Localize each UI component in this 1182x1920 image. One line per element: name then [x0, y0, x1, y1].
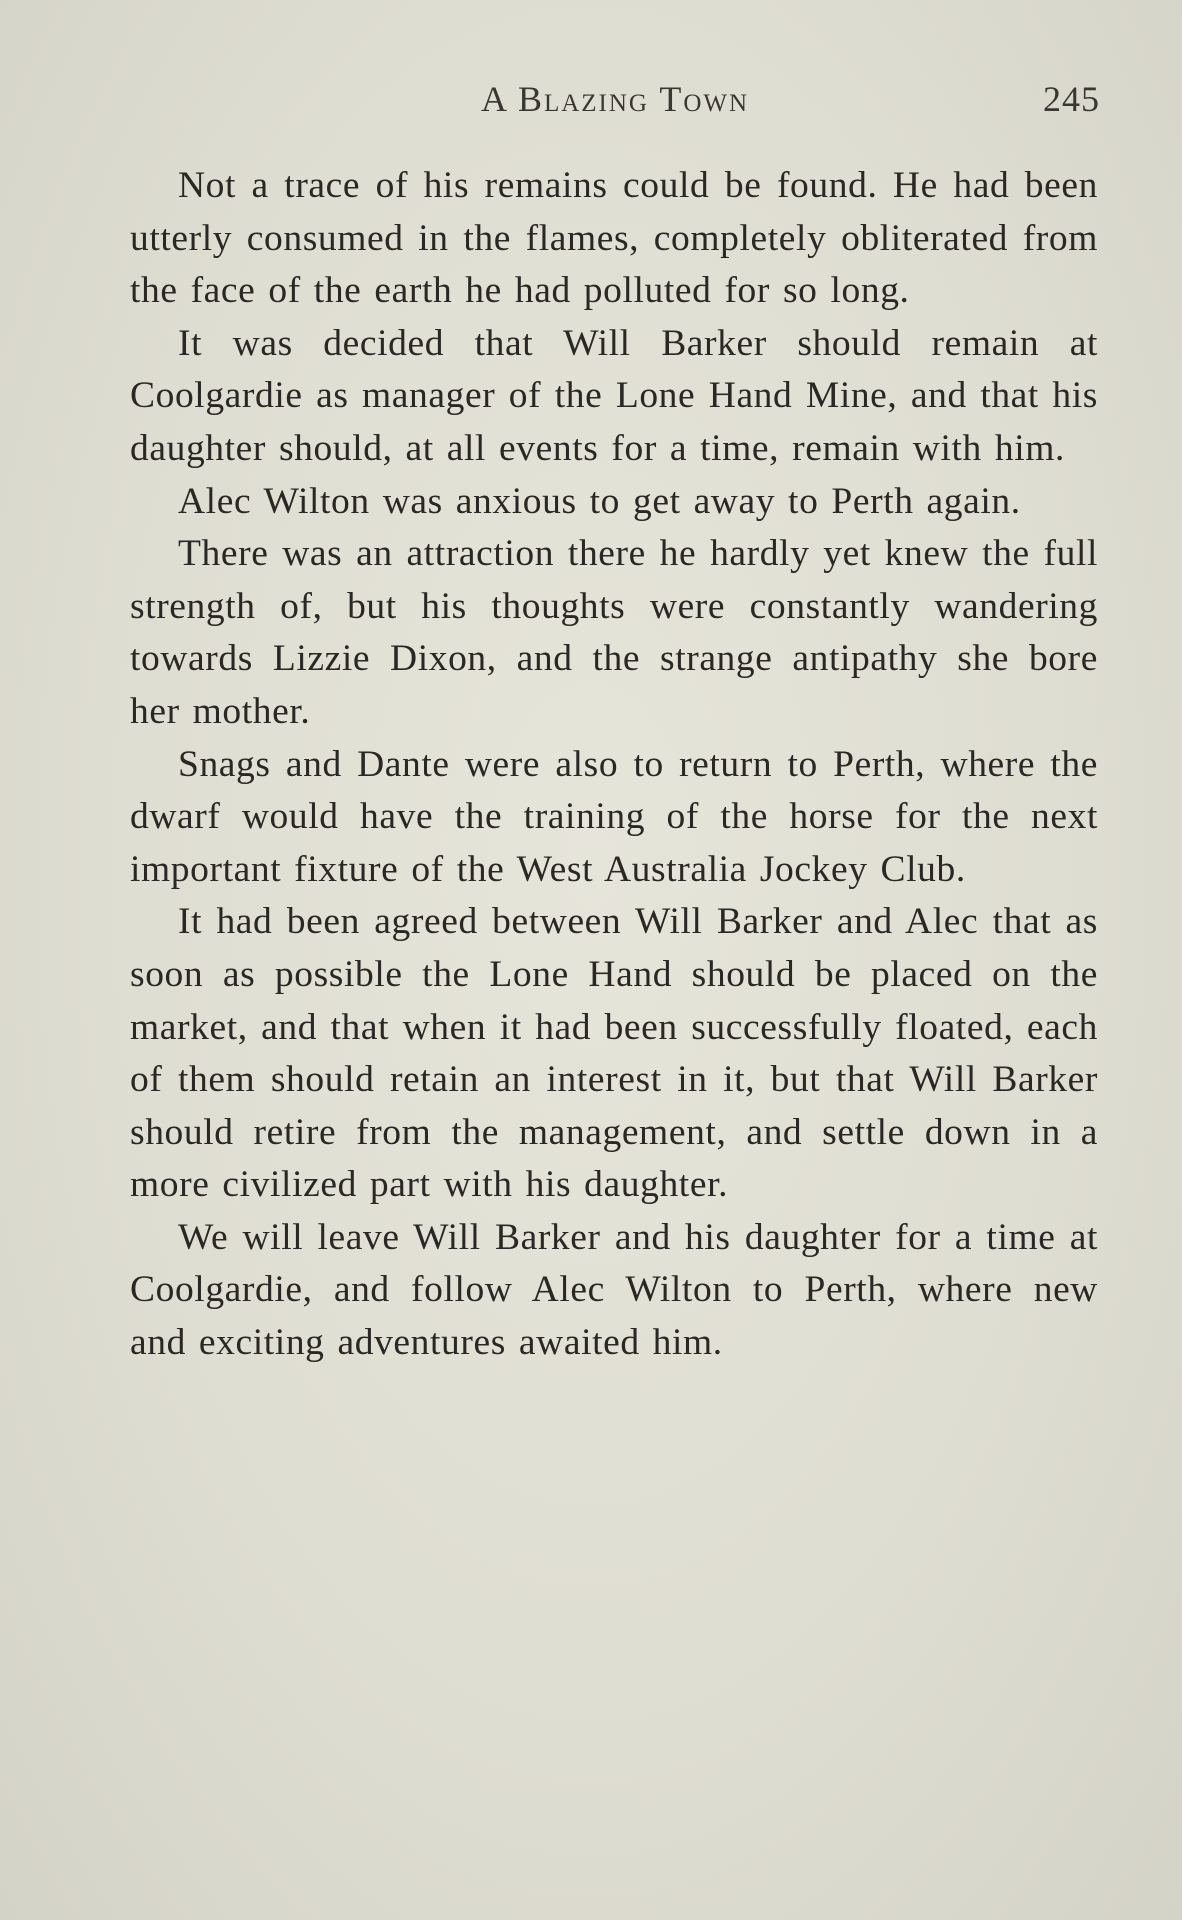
paragraph: Snags and Dante were also to return to Perth, where the dwarf would have the training of the horse for the next important fixture of the West Australia Jockey Club.: [130, 743, 1098, 890]
page-number: 245: [1043, 79, 1100, 119]
body-text: [130, 160, 1098, 1370]
paragraph: Alec Wilton was anxious to get away to Perth again.: [178, 480, 1021, 522]
paragraph: We will leave Will Barker and his daughter for a time at Coolgardie, and follow Alec Wilton to Perth, where new and exciting adventures awaited him.: [130, 1216, 1098, 1364]
chapter-title: A Blazing Town: [480, 79, 750, 119]
paragraph: It was decided that Will Barker should remain at Coolgardie as manager of the Lone Hand Mine, and that his daughter should, at all events for a time, remain with him.: [130, 322, 1098, 469]
running-head: [130, 78, 1100, 128]
paragraph: Not a trace of his remains could be found. He had been utterly consumed in the flames, completely obliterated from the face of the earth he had polluted for so long.: [130, 165, 1098, 312]
paragraph: It had been agreed between Will Barker and Alec that as soon as possible the Lone Hand should be placed on the market, and that when it had been successfully floated, each of them should retain an interest in it, but that Will Barker should retire from the management, and settle down in a more civilized part with his daughter.: [130, 901, 1098, 1206]
paragraph: There was an attraction there he hardly yet knew the full strength of, but his thoughts were constantly wandering towards Lizzie Dixon, and the strange antipathy she bore her mother.: [130, 533, 1098, 732]
